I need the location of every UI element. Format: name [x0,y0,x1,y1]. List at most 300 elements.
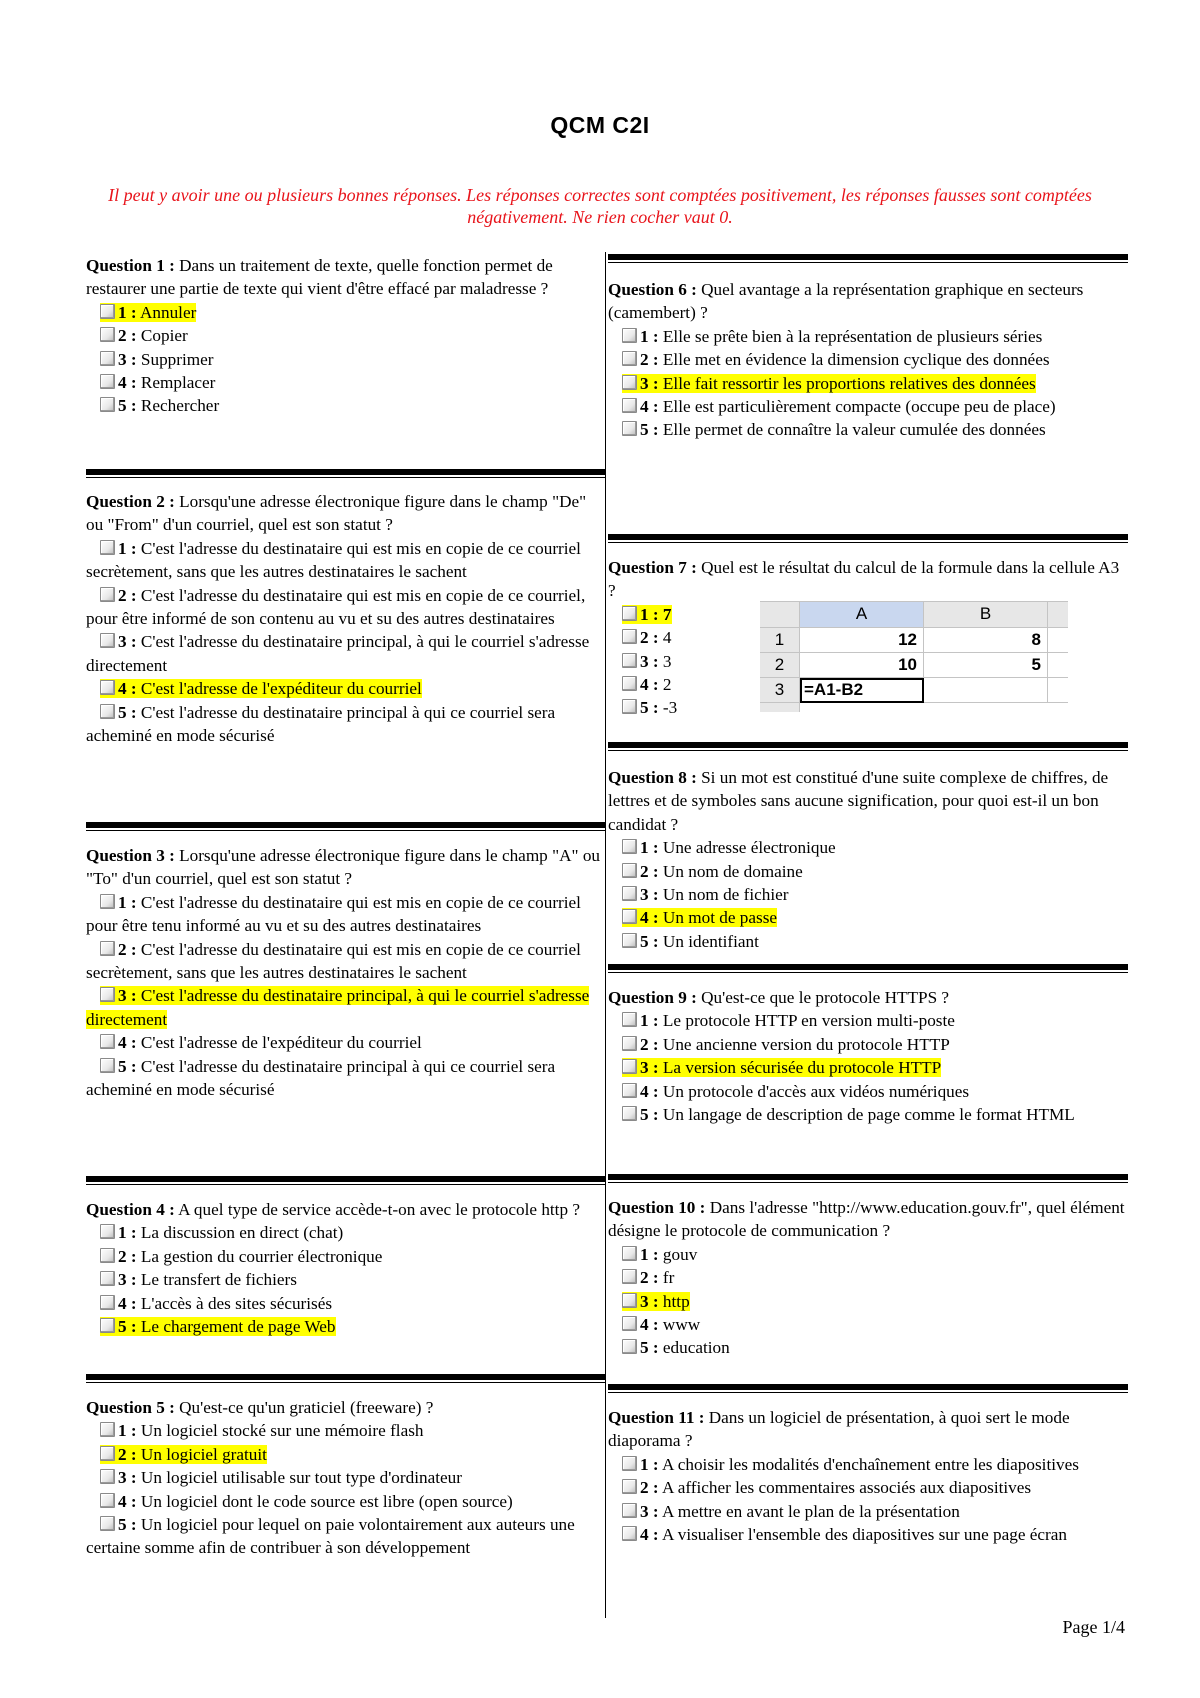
answer-content [622,862,803,881]
separator [608,964,1128,970]
answer-text: Un protocole d'accès aux vidéos numériques [662,1081,970,1101]
question-text [86,490,606,537]
answer-option [86,984,606,1031]
question-prompt: Si un mot est constitué d'une suite complexe de chiffres, de lettres et de symboles sans aucune signification, pour quoi est-il un bon candidat ? [608,768,1109,834]
answer-text: Remplacer [140,373,216,393]
checkbox-icon[interactable] [622,909,637,924]
answer-number: 2 : [640,861,659,881]
answer-option [608,1290,1128,1313]
page-title: QCM C2I [550,112,650,138]
answer-option [608,1243,1128,1266]
answer-text: La discussion en direct (chat) [140,1223,344,1243]
answer-number: 3 : [640,373,659,393]
answer-content [86,632,589,674]
checkbox-icon[interactable] [100,704,115,719]
checkbox-icon[interactable] [622,699,637,714]
answer-content [622,397,1056,416]
answer-text: Un logiciel gratuit [140,1444,267,1464]
question-prompt: Lorsqu'une adresse électronique figure dans le champ "A" ou "To" d'un courriel, quel est son statut ? [86,846,601,889]
answer-content [622,932,759,951]
question-label: Question 6 : [608,280,697,299]
spreadsheet-figure [760,601,1068,712]
answer-number: 4 : [640,908,659,928]
answer-text: C'est l'adresse du destinataire qui est mis en copie de ce courriel secrètement, sans que les autres destinataires le sachent [86,538,581,582]
answer-option [608,883,1128,906]
question-8 [608,766,1128,953]
answer-text: Un logiciel utilisable sur tout type d'ordinateur [140,1468,462,1488]
question-label: Question 3 : [86,846,175,865]
checkbox-icon[interactable] [622,398,637,413]
answer-option [608,836,1128,859]
answer-text: C'est l'adresse du destinataire qui est mis en copie de ce courriel pour être tenu informé au vu et su des autres destinataires [86,892,581,936]
question-1 [86,254,606,418]
answer-number: 2 : [118,1246,137,1266]
checkbox-icon[interactable] [622,1339,637,1354]
column-header-c [1048,602,1068,628]
answer-content [100,1247,382,1266]
answer-text: Un mot de passe [662,908,778,928]
question-4 [86,1198,606,1338]
answer-number: 1 : [118,892,137,912]
checkbox-icon[interactable] [100,327,115,342]
answer-option [86,1513,606,1560]
answer-number: 3 : [118,986,137,1006]
question-label: Question 7 : [608,558,697,577]
answer-text: fr [662,1268,675,1288]
checkbox-icon[interactable] [100,1295,115,1310]
answer-content [622,350,1050,369]
answer-content [100,396,219,415]
checkbox-icon[interactable] [622,1316,637,1331]
answer-content [622,327,1042,346]
answer-text: A visualiser l'ensemble des diapositives sur une page écran [661,1525,1067,1545]
answer-option [86,1245,606,1268]
question-text [608,766,1128,836]
answer-text: Un logiciel dont le code source est libre (open source) [140,1491,513,1511]
answer-text: Elle met en évidence la dimension cyclique des données [662,350,1050,370]
correct-answer-highlight [622,1058,941,1077]
answer-text: Un identifiant [662,931,759,951]
answer-text: A afficher les commentaires associés aux diapositives [661,1478,1032,1498]
answer-option [86,348,606,371]
checkbox-icon[interactable] [622,839,637,854]
question-5 [86,1396,606,1560]
answer-option [608,860,1128,883]
checkbox-icon[interactable] [622,1293,637,1308]
question-11 [608,1406,1128,1546]
answer-content [622,1478,1031,1497]
question-label: Question 10 : [608,1198,706,1217]
checkbox-icon[interactable] [100,633,115,648]
answer-number: 5 : [118,1317,137,1337]
answer-option [86,324,606,347]
answer-text: Supprimer [140,349,214,369]
question-label: Question 9 : [608,988,697,1007]
answer-text: 4 [662,628,672,648]
answer-number: 4 : [118,1491,137,1511]
answer-text: education [662,1338,730,1358]
correct-answer-highlight [622,605,672,624]
question-text [86,254,606,301]
question-prompt: Lorsqu'une adresse électronique figure dans le champ "De" ou "From" d'un courriel, quel est son statut ? [86,492,587,535]
answer-number: 5 : [118,702,137,722]
answer-text: Un nom de domaine [662,861,803,881]
answer-number: 1 : [640,838,659,858]
answer-text: L'accès à des sites sécurisés [140,1293,333,1313]
answer-text: http [662,1291,690,1311]
answer-number: 2 : [640,1268,659,1288]
answer-number: 1 : [640,326,659,346]
cell-c1 [1048,628,1068,653]
answer-number: 4 : [640,1315,659,1335]
answer-text: Elle se prête bien à la représentation de plusieurs séries [662,326,1043,346]
checkbox-icon[interactable] [622,1456,637,1471]
page-number: Page 1/4 [1062,1617,1125,1637]
answer-number: 2 : [640,1034,659,1054]
question-prompt: Quel avantage a la représentation graphique en secteurs (camembert) ? [608,280,1084,323]
cell-b2: 5 [924,653,1048,678]
answer-content [622,1245,697,1264]
checkbox-icon[interactable] [100,1493,115,1508]
answer-number: 3 : [640,1501,659,1521]
answer-option [86,1443,606,1466]
answer-number: 2 : [118,585,137,605]
answer-option [86,1292,606,1315]
answer-option [608,930,1128,953]
answer-content [86,1515,575,1557]
row-header-1: 1 [760,628,800,653]
answer-number: 1 : 7 [640,604,672,624]
checkbox-icon[interactable] [622,351,637,366]
checkbox-icon[interactable] [100,540,115,555]
answer-content [100,350,213,369]
answer-number: 3 : [118,1468,137,1488]
answer-number: 3 : [640,885,659,905]
checkbox-icon[interactable] [100,1058,115,1073]
checkbox-icon[interactable] [100,374,115,389]
answer-text: C'est l'adresse du destinataire principal à qui ce courriel sera acheminé en mode sécurisé [86,1056,556,1100]
answer-option [608,348,1128,371]
checkbox-icon[interactable] [622,863,637,878]
answer-option [608,1336,1128,1359]
answer-content [86,586,585,628]
answer-content [622,1455,1079,1474]
answer-content [100,1033,422,1052]
checkbox-icon[interactable] [622,1503,637,1518]
answer-content [622,420,1046,439]
checkbox-icon[interactable] [622,606,637,621]
answer-number: 4 : [118,373,137,393]
answer-content [100,373,215,392]
answer-option [86,1419,606,1442]
answer-content [622,885,788,904]
checkbox-icon[interactable] [622,653,637,668]
question-prompt: Dans un logiciel de présentation, à quoi sert le mode diaporama ? [608,1408,1070,1451]
answer-content [622,1035,950,1054]
question-label: Question 11 : [608,1408,705,1427]
answer-number: 5 : [118,1515,137,1535]
separator [608,1384,1128,1390]
checkbox-icon[interactable] [622,1526,637,1541]
answer-number: 5 : [118,396,137,416]
checkbox-icon[interactable] [100,1248,115,1263]
checkbox-icon[interactable] [100,397,115,412]
answer-option [86,301,606,324]
cell-b1: 8 [924,628,1048,653]
answer-number: 1 : [118,1223,137,1243]
answer-number: 2 : [118,326,137,346]
question-10 [608,1196,1128,1360]
answer-text: A mettre en avant le plan de la présentation [661,1501,960,1521]
correct-answer-highlight [100,679,422,698]
separator [86,822,606,828]
answer-option [86,891,606,938]
checkbox-icon[interactable] [100,1469,115,1484]
answer-text: C'est l'adresse du destinataire principal, à qui le courriel s'adresse directement [86,986,590,1029]
checkbox-icon[interactable] [622,421,637,436]
answer-text: www [662,1315,701,1335]
answer-option [86,584,606,631]
question-prompt: Qu'est-ce que le protocole HTTPS ? [701,988,950,1007]
separator [86,469,606,475]
question-text [86,1198,606,1221]
answer-option [86,371,606,394]
answer-number: 1 : [118,1421,137,1441]
checkbox-icon[interactable] [622,375,637,390]
checkbox-icon[interactable] [100,1516,115,1531]
question-prompt: Dans l'adresse "http://www.education.gouv.fr", quel élément désigne le protocole de communication ? [608,1198,1125,1241]
answer-option [86,1466,606,1489]
answer-option [608,325,1128,348]
answer-number: 5 : [640,698,659,718]
answer-content [100,326,188,345]
answer-text: C'est l'adresse du destinataire qui est mis en copie de ce courriel secrètement, sans que les autres destinataires le sachent [86,939,581,983]
answer-option [86,1055,606,1102]
checkbox-icon[interactable] [622,328,637,343]
answer-text: Une adresse électronique [662,838,836,858]
question-9 [608,986,1128,1126]
corner-cell [760,602,800,628]
answer-number: 4 : [118,679,137,699]
answer-content [86,539,581,581]
answer-text: C'est l'adresse de l'expéditeur du courriel [140,679,422,699]
answer-content [86,940,581,982]
row-header-2: 2 [760,653,800,678]
checkbox-icon[interactable] [100,894,115,909]
answer-content [622,1268,674,1287]
column-header-a: A [800,602,924,628]
checkbox-icon[interactable] [100,1446,115,1461]
answer-option [86,1268,606,1291]
answer-text: C'est l'adresse de l'expéditeur du courriel [140,1033,422,1053]
checkbox-icon[interactable] [622,676,637,691]
answer-option [608,1500,1128,1523]
answer-option [86,537,606,584]
answer-text: Le protocole HTTP en version multi-poste [662,1011,955,1031]
answer-content [622,628,672,647]
cell-a3-active: =A1-B2 [800,678,924,703]
answer-number: 2 : [640,350,659,370]
answer-text: La version sécurisée du protocole HTTP [662,1058,942,1078]
answer-text: Elle fait ressortir les proportions relatives des données [662,373,1036,393]
answer-text: C'est l'adresse du destinataire principal à qui ce courriel sera acheminé en mode sécurisé [86,702,556,746]
answer-content [100,1492,513,1511]
answer-content [622,1502,960,1521]
answer-text: A choisir les modalités d'enchaînement entre les diapositives [661,1454,1079,1474]
answer-content [622,1338,730,1357]
question-2 [86,490,606,747]
answer-number: 2 : [118,1444,137,1464]
answer-number: 3 : [640,651,659,671]
question-prompt: A quel type de service accède-t-on avec le protocole http ? [178,1200,580,1219]
checkbox-icon[interactable] [100,1034,115,1049]
cell-b3 [924,678,1048,703]
answer-content [622,675,672,694]
checkbox-icon[interactable] [100,351,115,366]
answer-number: 3 : [118,349,137,369]
answer-text: Elle est particulièrement compacte (occupe peu de place) [662,397,1056,417]
answer-number: 5 : [640,420,659,440]
answer-option [86,394,606,417]
question-label: Question 2 : [86,492,175,511]
answer-text: Un nom de fichier [662,885,789,905]
answer-number: 4 : [118,1293,137,1313]
answer-number: 1 : [640,1011,659,1031]
answer-number: 5 : [640,931,659,951]
answer-text: Copier [140,326,188,346]
answer-text: La gestion du courrier électronique [140,1246,383,1266]
checkbox-icon[interactable] [100,1271,115,1286]
answer-text: Le transfert de fichiers [140,1270,297,1290]
answer-number: 1 : [118,538,137,558]
answer-content [86,1057,555,1099]
question-text [86,844,606,891]
checkbox-icon[interactable] [100,587,115,602]
question-label: Question 5 : [86,1398,175,1417]
checkbox-icon[interactable] [622,1246,637,1261]
answer-text: C'est l'adresse du destinataire qui est mis en copie de ce courriel, pour être informé de son contenu au vu et su des autres destinataires [86,585,586,629]
checkbox-icon[interactable] [100,680,115,695]
answer-number: 2 : [640,1478,659,1498]
answer-option [86,1031,606,1054]
answer-text: -3 [662,698,678,718]
answer-option [86,1490,606,1513]
answer-number: 3 : [118,1270,137,1290]
answer-option [86,677,606,700]
correct-answer-highlight [100,1317,336,1336]
answer-text: Un logiciel pour lequel on paie volontairement aux auteurs une certaine somme afin de contribuer à son développement [86,1515,575,1558]
checkbox-icon[interactable] [622,886,637,901]
checkbox-icon[interactable] [622,933,637,948]
answer-content [622,838,836,857]
answer-option [608,1080,1128,1103]
answer-number: 3 : [640,1291,659,1311]
answer-text: C'est l'adresse du destinataire principal, à qui le courriel s'adresse directement [86,632,590,675]
correct-answer-highlight [622,908,777,927]
separator [608,254,1128,260]
answer-option [86,1315,606,1338]
answer-option [608,1009,1128,1032]
answer-number: 4 : [640,397,659,417]
checkbox-icon[interactable] [622,1269,637,1284]
answer-text: gouv [662,1244,698,1264]
cell-a1: 12 [800,628,924,653]
answer-content [622,1315,700,1334]
checkbox-icon[interactable] [100,1318,115,1333]
answer-option [608,1103,1128,1126]
question-text [608,278,1128,325]
separator [86,1374,606,1380]
question-text [608,986,1128,1009]
cell-c2 [1048,653,1068,678]
checkbox-icon[interactable] [100,1422,115,1437]
checkbox-icon[interactable] [622,1012,637,1027]
answer-content [100,1270,297,1289]
correct-answer-highlight [100,303,196,322]
column-header-b: B [924,602,1048,628]
checkbox-icon[interactable] [100,304,115,319]
separator [608,742,1128,748]
checkbox-icon[interactable] [622,1059,637,1074]
instructions: Il peut y avoir une ou plusieurs bonnes réponses. Les réponses correctes sont comptées positivement, les réponses fausses sont comptées négativement. Ne rien cocher vaut 0. [108,185,1092,227]
answer-number: 4 : [640,675,659,695]
checkbox-icon[interactable] [100,1224,115,1239]
answer-option [86,938,606,985]
checkbox-icon[interactable] [622,1106,637,1121]
answer-option [86,630,606,677]
question-prompt: Qu'est-ce qu'un graticiel (freeware) ? [179,1398,434,1417]
question-3 [86,844,606,1101]
question-text [86,1396,606,1419]
question-label: Question 4 : [86,1200,175,1219]
separator [608,534,1128,540]
checkbox-icon[interactable] [622,1036,637,1051]
checkbox-icon[interactable] [622,1083,637,1098]
answer-content [100,1421,423,1440]
cell-a2: 10 [800,653,924,678]
checkbox-icon[interactable] [100,987,115,1002]
answer-text: Une ancienne version du protocole HTTP [662,1034,950,1054]
answer-number: 3 : [118,632,137,652]
answer-option [608,906,1128,929]
question-text [608,1406,1128,1453]
answer-option [86,701,606,748]
answer-content [100,1294,332,1313]
question-6 [608,278,1128,442]
answer-option [608,372,1128,395]
answer-option [608,1056,1128,1079]
answer-number: 1 : [640,1244,659,1264]
checkbox-icon[interactable] [622,1479,637,1494]
correct-answer-highlight [86,986,589,1028]
answer-number: 1 : [118,302,137,322]
answer-text: 2 [662,675,672,695]
answer-text: Un langage de description de page comme le format HTML [662,1105,1075,1125]
question-text [608,1196,1128,1243]
answer-option [608,1453,1128,1476]
answer-text: Un logiciel stocké sur une mémoire flash [140,1421,424,1441]
checkbox-icon[interactable] [100,941,115,956]
answer-content [622,1082,969,1101]
answer-content [100,1468,462,1487]
answer-content [86,703,555,745]
answer-option [608,1313,1128,1336]
answer-number: 4 : [640,1525,659,1545]
answer-text: Annuler [139,302,197,322]
checkbox-icon[interactable] [622,629,637,644]
cell-c3 [1048,678,1068,703]
answer-option [608,1266,1128,1289]
